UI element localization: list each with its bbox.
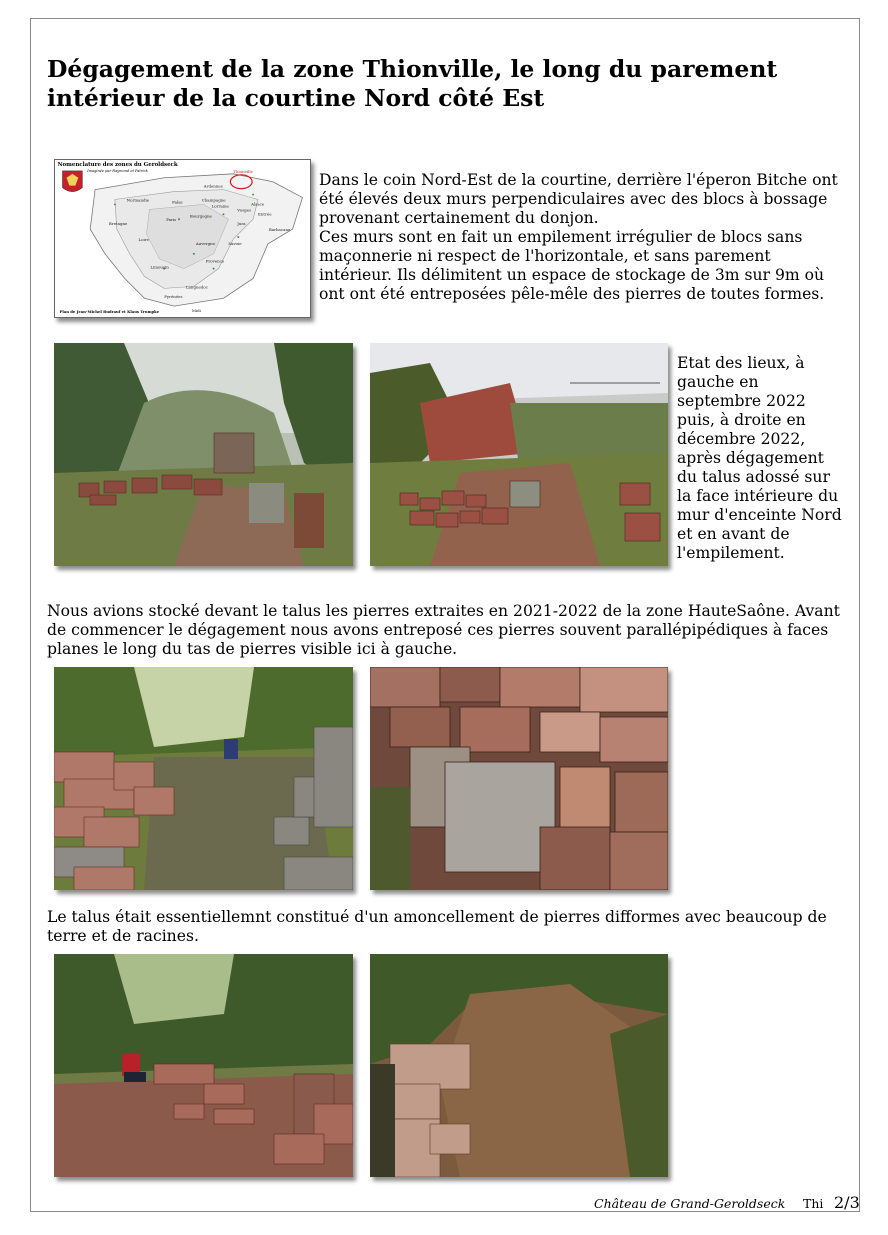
footer-page-number: 2/3 (834, 1193, 860, 1212)
map-zone-label: Midi (191, 308, 201, 314)
map-zone-label: Jura (237, 221, 246, 227)
map-zone-label: Pyrénées (164, 294, 183, 300)
footer-zone-code: Thi (803, 1196, 824, 1211)
map-zone-label: Loire (138, 236, 150, 242)
map-zone-label: Vosges (237, 207, 252, 213)
page-title: Dégagement de la zone Thionville, le long du parement intérieur de la courtine Nord côté Est (47, 55, 778, 112)
map-zone-label: Limousin (150, 264, 169, 270)
photo-stone-pile-left (54, 667, 353, 890)
map-zone-label: Bourgogne (189, 213, 212, 219)
map-highlight-label: Thionville (233, 168, 254, 174)
map-subtitle: Imaginée par Raymond et Patrick (87, 168, 148, 173)
map-zone-label: Provence (205, 258, 225, 264)
photo-talus-earth (370, 954, 668, 1177)
photo-stone-pile-closeup (370, 667, 668, 890)
map-zone-label: Lorraine (211, 203, 229, 209)
map-zone-label: Normandie (126, 197, 150, 203)
section2-text: Nous avions stocké devant le talus les pierres extraites en 2021-2022 de la zone HauteSaône. Avant de commencer le dégagement nous avons entreposé ces pierres souvent parallépipédiques à faces planes le long du tas de pierres visible ici à gauche. (47, 602, 840, 658)
map-zone-label: Auvergne (195, 240, 216, 246)
photo-talus-digging (54, 954, 353, 1177)
map-title: Nomenclature des zones du Geroldseck (57, 161, 178, 168)
photo-december-2022 (370, 343, 668, 566)
map-zone-label: Entrée (258, 211, 272, 217)
map-zone-label: Bretagne (108, 221, 128, 227)
footer-site-name: Château de Grand-Geroldseck (594, 1196, 786, 1211)
intro-paragraph-1: Dans le coin Nord-Est de la courtine, derrière l'éperon Bitche ont été élevés deux murs perpendiculaires avec des blocs à bossage provenant certainement du donjon. (319, 171, 838, 227)
map-zone-label: Ardennes (203, 183, 223, 189)
section1-caption: Etat des lieux, à gauche en septembre 2022 puis, à droite en décembre 2022, après dégagement du talus adossé sur la face intérieure du mur d'enceinte Nord et en avant de l'empilement. (677, 354, 842, 562)
map-credit: Plan de Jean-Michel Rudrauf et Klaus Trumpke (59, 309, 160, 315)
map-zone-label: Paris (166, 217, 177, 223)
section3-text: Le talus était essentiellemnt constitué d'un amoncellement de pierres difformes avec beaucoup de terre et de racines. (47, 908, 827, 945)
zone-map-drawing (55, 160, 310, 317)
map-zone-label: Barbacane (268, 227, 291, 233)
photo-september-2022 (54, 343, 353, 566)
map-zone-label: Savoie (228, 240, 242, 246)
map-zone-label: Champagne (201, 197, 226, 203)
map-zone-label: Languedoc (185, 284, 208, 290)
intro-paragraph-2: Ces murs sont en fait un empilement irrégulier de blocs sans maçonnerie ni respect de l'horizontale, et sans parement intérieur. Ils délimitent un espace de stockage de 3m sur 9m où ont ont été entreposées pêle-mêle des pierres de toutes formes. (319, 228, 825, 303)
zone-map-figure (54, 159, 311, 318)
map-zone-label: Alsace (251, 201, 265, 207)
map-zone-label: Palas (172, 199, 183, 205)
